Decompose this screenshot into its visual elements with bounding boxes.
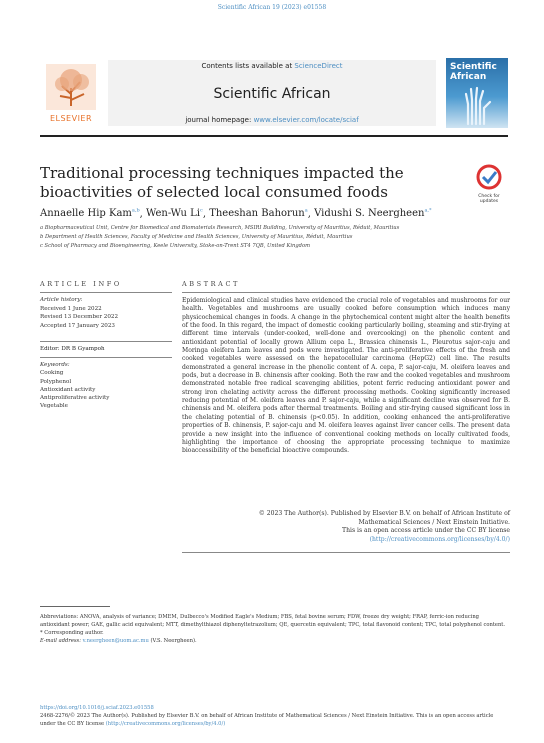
email-note: E-mail address: v.neergheen@uom.ac.mu (V.S. Neergheen). xyxy=(40,638,197,644)
author[interactable]: Vidushi S. Neergheen$^{a,*}$ xyxy=(314,208,432,220)
author[interactable]: Annaelle Hip Kam$^{a,b}$ xyxy=(40,208,140,220)
divider xyxy=(40,292,172,293)
footnote-rule xyxy=(40,606,110,607)
abstract-heading: ABSTRACT xyxy=(182,280,240,288)
divider xyxy=(182,552,510,553)
history-date: Received 1 June 2022 xyxy=(40,305,102,312)
corresponding-author-note: * Corresponding author. xyxy=(40,630,104,636)
keyword: Vegetable xyxy=(40,403,68,410)
keyword: Antioxidant activity xyxy=(40,386,96,393)
keyword: Antiproliferative activity xyxy=(40,395,110,402)
email-link[interactable]: v.neergheen@uom.ac.mu xyxy=(82,638,149,644)
abstract-text: Epidemiological and clinical studies have evidenced the crucial role of vegetables and mushrooms for our health. Vegetables and mushrooms are usually cooked before consumption which induces many physicochemical changes in foods. A change in the phytochemical content might alter the health benefits of the food. In this regard, the impact of domestic cooking particularly boiling, steaming and stir-frying at different time intervals (under-cooked, well-done and overcooking) on the phenolic content and antioxidant potential of locally grown Allium cepa L., Brassica chinensis L., Pleurotus sajor-caju and Moringa oleifera Lam leaves and pods were investigated. The anti-proliferative effects of the fresh and cooked vegetables were assessed on the hepatocellular carcinoma (HepG2) cell line. The results demonstrated a general increase in the phenolic content of A. cepa, P. sajor-caju, M. oleifera leaves and pods, but a decrease in B. chinensis after cooking. Both the raw and the cooked vegetables and mushroom demonstrated notable free radical scavenging abilities, potent ferric reducing antioxidant power and strong iron chelating activity across the different processing methods. Cooking significantly increased reducing potential of M. oleifera leaves and P. sajor-caju, while a significant decline was observed for B. chinensis and M. oleifera pods after thermal treatments. Boiling and stir-frying caused significant loss in the chelating potential of B. chinensis (p<0.05). In addition, cooking enhanced the anti-proliferative properties of B. chinensis, P. sajor-caju and M. oleifera leaves against liver cancer cells. The present data provide a new insight into the influence of conventional cooking methods on locally cultivated foods, highlighting the importance of choosing the appropriate processing technique to maximize bioaccessibility of the beneficial bioactive compounds. xyxy=(182,297,510,455)
keyword: Cooking xyxy=(40,370,64,377)
keywords: Keywords: Cooking Polyphenol Antioxidant activity Antiproliferative activity Vegetable xyxy=(40,361,172,411)
cover-title: Scientific African xyxy=(450,62,497,82)
journal-cover xyxy=(446,58,508,128)
cover-hand-icon xyxy=(460,86,494,126)
footnotes xyxy=(40,613,510,645)
journal-homepage: journal homepage: www.elsevier.com/locate/sciaf xyxy=(185,116,359,124)
check-for-updates-button[interactable]: Check for updates xyxy=(472,164,506,204)
copyright-license-link[interactable]: (http://creativecommons.org/licenses/by/4.0/) xyxy=(105,721,226,727)
homepage-link[interactable]: www.elsevier.com/locate/sciaf xyxy=(253,116,359,124)
elsevier-logo xyxy=(40,60,102,126)
affiliation: a Biopharmaceutical Unit, Centre for Biomedical and Biomaterials Research, MSIRI Building, University of Mauritius, Réduit, Mauritius xyxy=(40,225,400,231)
check-updates-icon xyxy=(472,164,506,190)
doi-copyright xyxy=(40,704,510,728)
journal-name: Scientific African xyxy=(213,86,331,102)
affiliation: b Department of Health Sciences, Faculty of Medicine and Health Sciences, University of Mauritius, Réduit, Mauritius xyxy=(40,234,353,240)
author[interactable]: Theeshan Bahorun$^a$ xyxy=(209,208,308,220)
history-date: Revised 13 December 2022 xyxy=(40,314,119,321)
abbreviations: Abbreviations: ANOVA, analysis of variance; DMEM, Dulbecco's Modified Eagle's Medium; FBS, fetal bovine serum; FDW, freeze dry weight; FRAP, ferric-ion reducing antioxidant power; GAE, gallic acid equivalent; MTT, dimethylthiazol diphenyltetrazolium; QE, quercetin equivalent; TPC, total flavonoid content; TPC, total polyphenol content. xyxy=(40,614,506,628)
history-date: Accepted 17 January 2023 xyxy=(40,322,115,329)
article-info-heading: ARTICLE INFO xyxy=(40,280,122,288)
article-history: Article history: Received 1 June 2022 Revised 13 December 2022 Accepted 17 January 2023 xyxy=(40,296,172,330)
divider xyxy=(182,292,510,293)
author[interactable]: Wen-Wu Li$^c$ xyxy=(146,208,203,220)
editor: Editor: DR B Gyampoh xyxy=(40,346,105,352)
doi-link[interactable]: https://doi.org/10.1016/j.sciaf.2023.e01558 xyxy=(40,705,154,711)
article-title: Traditional processing techniques impacted the bioactivities of selected local consumed foods xyxy=(40,164,404,201)
header-rule xyxy=(40,135,508,137)
publisher-logo-text: ELSEVIER xyxy=(49,114,93,123)
contents-line: Contents lists available at ScienceDirect xyxy=(201,62,343,70)
affiliation: c School of Pharmacy and Bioengineering, Keele University, Stoke-on-Trent ST4 7QB, United Kingdom xyxy=(40,243,311,249)
license-link[interactable]: (http://creativecommons.org/licenses/by/4.0/) xyxy=(369,535,510,543)
divider xyxy=(40,357,172,358)
affiliations xyxy=(40,224,510,251)
journal-reference[interactable]: Scientific African 19 (2023) e01558 xyxy=(217,4,327,11)
sciencedirect-link[interactable]: ScienceDirect xyxy=(294,62,343,70)
copyright-line: 2468-2276/© 2023 The Author(s). Published by Elsevier B.V. on behalf of African Institute of Mathematical Sciences / Next Einstein Initiative. This is an open access article under the CC BY license (http://creativecommons.org/licenses/by/4.0/) xyxy=(40,713,494,727)
license-statement: © 2023 The Author(s). Published by Elsevier B.V. on behalf of African Institute of Mathematical Sciences / Next Einstein Initiative. This is an open access article under the CC BY license (http://creativecommons.org/licenses/by/4.0/) xyxy=(182,510,510,544)
divider xyxy=(40,341,172,342)
author-list: Annaelle Hip Kam$^{a,b}$, Wen-Wu Li$^c$, Theeshan Bahorun$^a$, Vidushi S. Neergheen$^{a,*}$ xyxy=(40,208,432,220)
keyword: Polyphenol xyxy=(40,378,72,385)
